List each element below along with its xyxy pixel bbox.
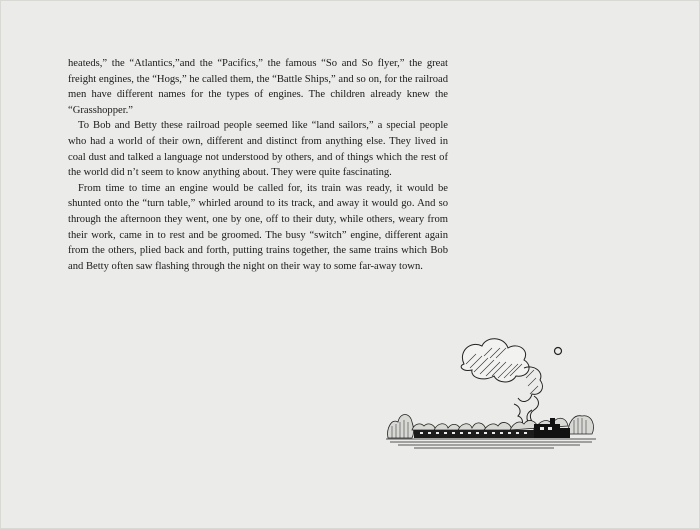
smoke-cloud-icon bbox=[461, 339, 544, 434]
body-text bbox=[68, 56, 448, 274]
moon-icon bbox=[555, 348, 562, 355]
paragraph-1: heateds,” the “Atlantics,”and the “Pacifics,” the famous “So and So flyer,” the great freight engines, the “Hogs,” he called them, the “Battle Ships,” and so on, for the railroad men have different names for the types of engines. The children already knew the “Grasshopper.” bbox=[68, 58, 448, 116]
train-illustration-icon bbox=[384, 334, 599, 454]
paragraph-3: From time to time an engine would be called for, its train was ready, it would be shunted onto the “turn table,” whirled around to its track, and away it would go. And so through the afternoon they went, one by one, off to their duty, while others, weary from their work, came in to rest and be groomed. The busy “switch” engine, different again from the others, plied back and forth, putting trains together, the same trains which Bob and Betty often saw flashing through the night on their way to some far-away town. bbox=[68, 182, 448, 272]
paragraph-2: To Bob and Betty these railroad people seemed like “land sailors,” a special people who had a world of their own, different and distinct from anything else. They lived in coal dust and talked a language not understood by others, and of things which the rest of the world did n’t seem to know anything about. They were quite fascinating. bbox=[68, 120, 448, 179]
